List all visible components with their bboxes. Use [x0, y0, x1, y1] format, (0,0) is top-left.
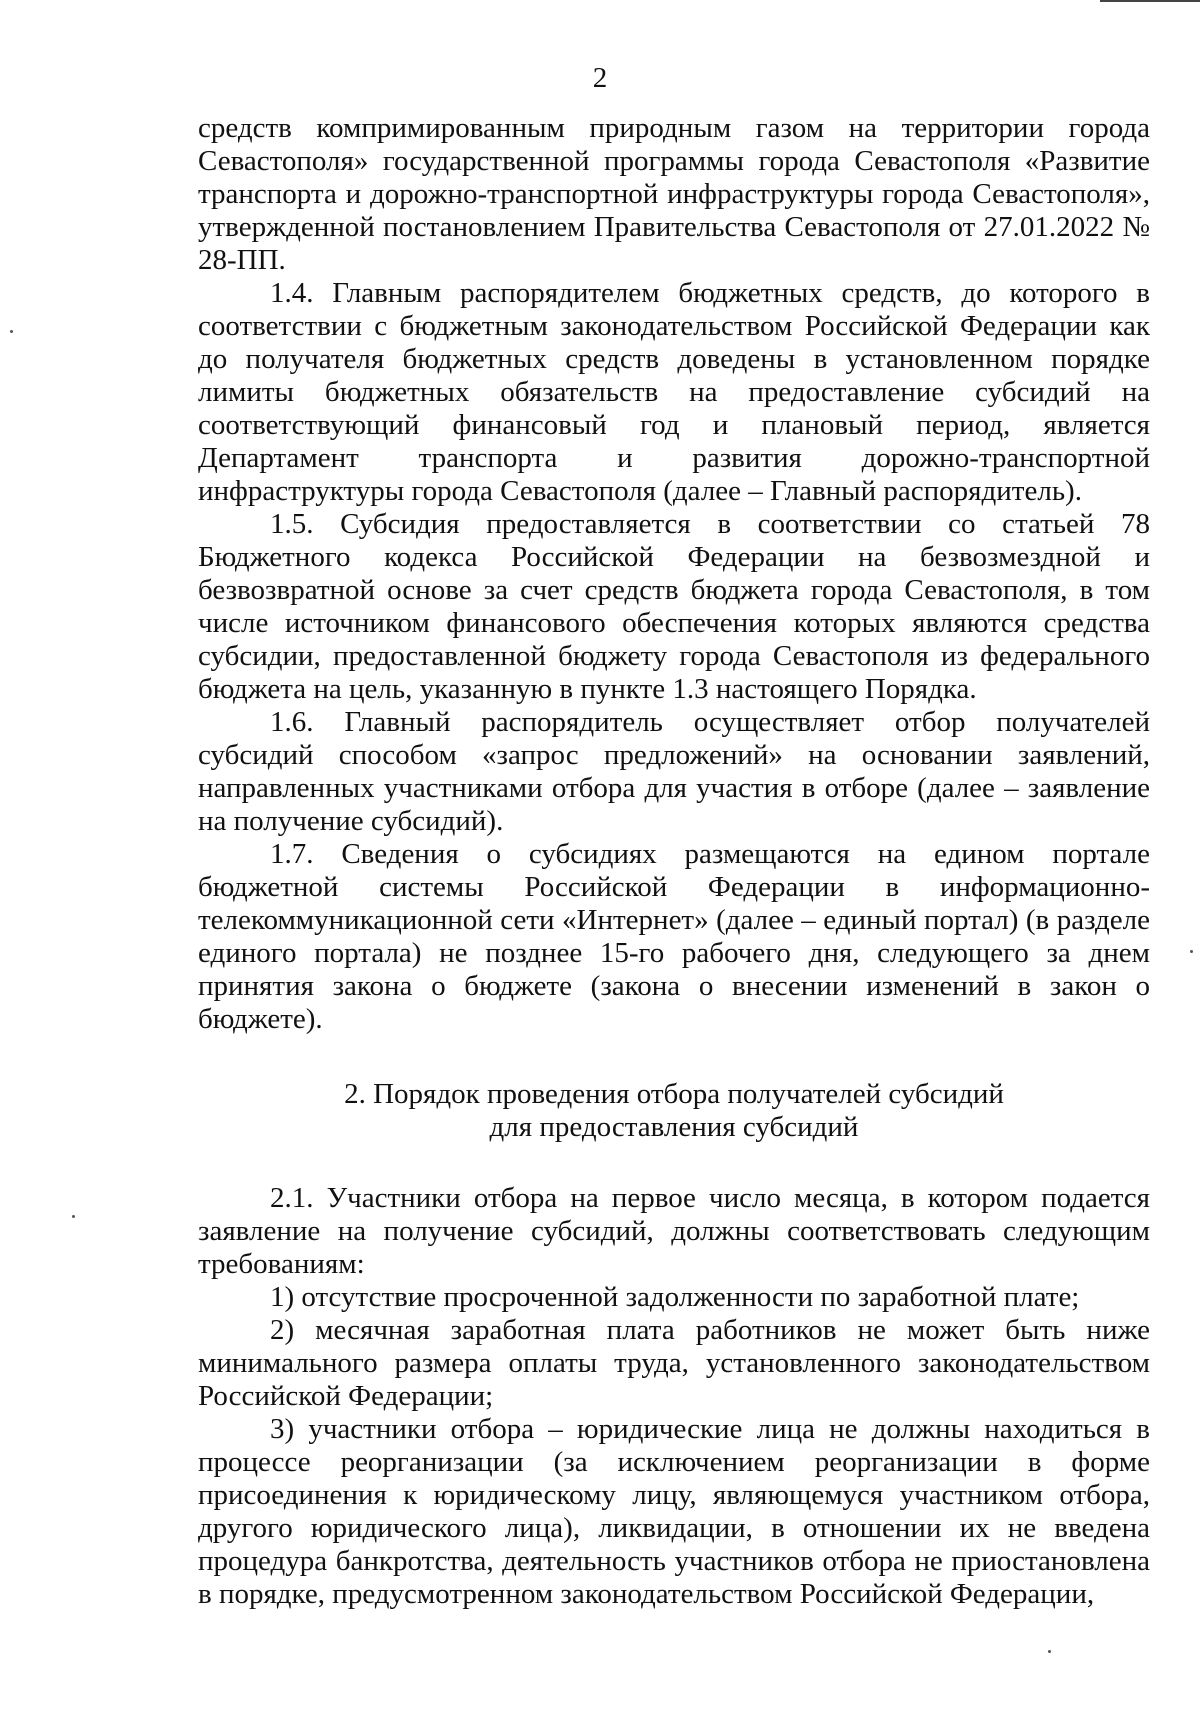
paragraph-2-1: 2.1. Участники отбора на первое число месяца, в котором подается заявление на получение субсидий, должны соответствовать следующим требованиям:	[198, 1182, 1150, 1280]
paragraph-1-5: 1.5. Субсидия предоставляется в соответствии со статьей 78 Бюджетного кодекса Российской Федерации на безвозмездной и безвозвратной основе за счет средств бюджета города Севастополя, в том числе источником финансового обеспечения которых являются средства субсидии, предоставленной бюджету города Севастополя из федерального бюджета на цель, указанную в пункте 1.3 настоящего Порядка.	[198, 508, 1150, 705]
section-heading	[198, 1078, 1150, 1144]
document-body	[198, 112, 1150, 1611]
paragraph-1-7: 1.7. Сведения о субсидиях размещаются на едином портале бюджетной системы Российской Федерации в информационно-телекоммуникационной сети «Интернет» (далее – единый портал) (в разделе единого портала) не позднее 15-го рабочего дня, следующего за днем принятия закона о бюджете (закона о внесении изменений в закон о бюджете).	[198, 838, 1150, 1035]
scan-speck	[1190, 950, 1193, 953]
scan-speck	[1048, 1650, 1051, 1653]
list-item-1: 1) отсутствие просроченной задолженности по заработной плате;	[270, 1281, 1080, 1313]
scan-speck	[72, 1215, 75, 1218]
list-item-2: 2) месячная заработная плата работников не может быть ниже минимального размера оплаты труда, установленного законодательством Российской Федерации;	[198, 1314, 1150, 1412]
scan-edge-line	[1100, 0, 1200, 2]
section-heading-line-1: 2. Порядок проведения отбора получателей субсидий	[344, 1078, 1004, 1110]
paragraph-1-4: 1.4. Главным распорядителем бюджетных средств, до которого в соответствии с бюджетным законодательством Российской Федерации как до получателя бюджетных средств доведены в установленном порядке лимиты бюджетных обязательств на предоставление субсидий на соответствующий финансовый год и плановый период, является Департамент транспорта и развития дорожно-транспортной инфраструктуры города Севастополя (далее – Главный распорядитель).	[198, 277, 1150, 507]
section-heading-line-2: для предоставления субсидий	[489, 1111, 859, 1143]
scan-speck	[10, 330, 13, 333]
paragraph-intro-continuation: средств компримированным природным газом на территории города Севастополя» государственной программы города Севастополя «Развитие транспорта и дорожно-транспортной инфраструктуры города Севастополя», утвержденной постановлением Правительства Севастополя от 27.01.2022 № 28-ПП.	[198, 112, 1150, 276]
paragraph-1-6: 1.6. Главный распорядитель осуществляет отбор получателей субсидий способом «запрос предложений» на основании заявлений, направленных участниками отбора для участия в отборе (далее – заявление на получение субсидий).	[198, 706, 1150, 837]
page-number: 2	[592, 62, 608, 94]
list-item-3: 3) участники отбора – юридические лица не должны находиться в процессе реорганизации (за исключением реорганизации в форме присоединения к юридическому лицу, являющемуся участником отбора, другого юридического лица), ликвидации, в отношении их не введена процедура банкротства, деятельность участников отбора не приостановлена в порядке, предусмотренном законодательством Российской Федерации,	[198, 1413, 1150, 1610]
